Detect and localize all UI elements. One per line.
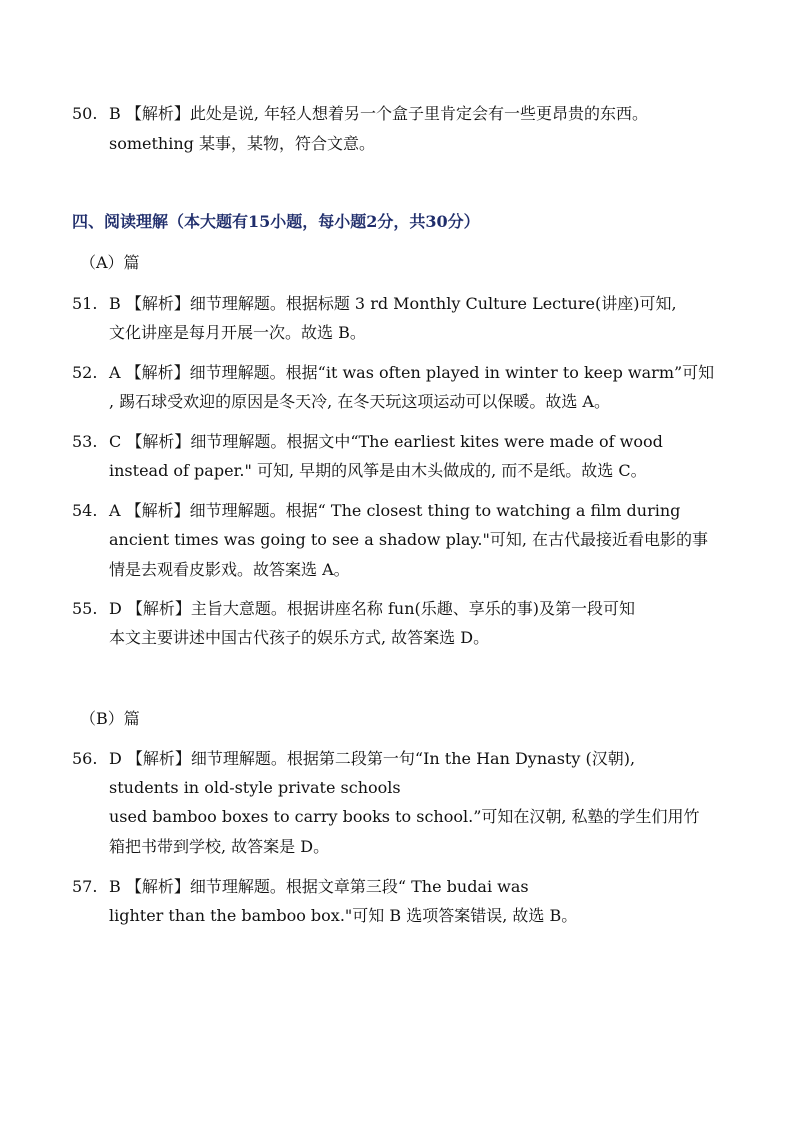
item-number: 57. — [72, 877, 98, 896]
item-text-line: B 【解析】细节理解题。根据标题 3 rd Monthly Culture Lecture(讲座)可知, — [109, 294, 677, 313]
item-number: 50. — [72, 104, 98, 123]
item-text-line: A 【解析】细节理解题。根据“it was often played in winter to keep warm”可知 — [109, 363, 715, 382]
item-number: 53. — [72, 432, 98, 451]
item-text-line: D 【解析】细节理解题。根据第二段第一句“In the Han Dynasty (汉朝), — [109, 749, 636, 768]
item-text-line: 本文主要讲述中国古代孩子的娱乐方式, 故答案选 D。 — [109, 628, 490, 647]
item-number: 54. — [72, 501, 98, 520]
item-text-line: used bamboo boxes to carry books to school.”可知在汉朝, 私塾的学生们用竹 — [109, 807, 700, 826]
item-number: 51. — [72, 294, 98, 313]
part-a-heading: （A）篇 — [80, 253, 140, 272]
item-text-line: ancient times was going to see a shadow play."可知, 在古代最接近看电影的事 — [109, 530, 709, 549]
item-text-line: lighter than the bamboo box."可知 B 选项答案错误, 故选 B。 — [109, 906, 578, 925]
item-text-line: 箱把书带到学校, 故答案是 D。 — [109, 837, 330, 856]
section-heading: 四、阅读理解（本大题有15小题，每小题2分，共30分） — [72, 212, 480, 231]
item-number: 56. — [72, 749, 98, 768]
item-text-line: students in old-style private schools — [109, 778, 401, 797]
part-b-heading: （B）篇 — [80, 709, 140, 728]
item-number: 52. — [72, 363, 98, 382]
item-text-line: 情是去观看皮影戏。故答案选 A。 — [109, 560, 350, 579]
item-text-line: D 【解析】主旨大意题。根据讲座名称 fun(乐趣、享乐的事)及第一段可知 — [109, 599, 636, 618]
item-text-line: , 踢石球受欢迎的原因是冬天冷, 在冬天玩这项运动可以保暖。故选 A。 — [109, 392, 610, 411]
item-text-line: A 【解析】细节理解题。根据“ The closest thing to watching a film during — [109, 501, 681, 520]
item-text-line: 文化讲座是每月开展一次。故选 B。 — [109, 323, 366, 342]
item-text-line: something 某事，某物，符合文意。 — [109, 134, 375, 153]
item-text-line: instead of paper." 可知, 早期的风筝是由木头做成的, 而不是纸。故选 C。 — [109, 461, 647, 480]
item-text-line: B 【解析】此处是说, 年轻人想着另一个盒子里肯定会有一些更昂贵的东西。 — [109, 104, 649, 123]
item-text-line: C 【解析】细节理解题。根据文中“The earliest kites were made of wood — [109, 432, 663, 451]
item-text-line: B 【解析】细节理解题。根据文章第三段“ The budai was — [109, 877, 529, 896]
item-number: 55. — [72, 599, 98, 618]
